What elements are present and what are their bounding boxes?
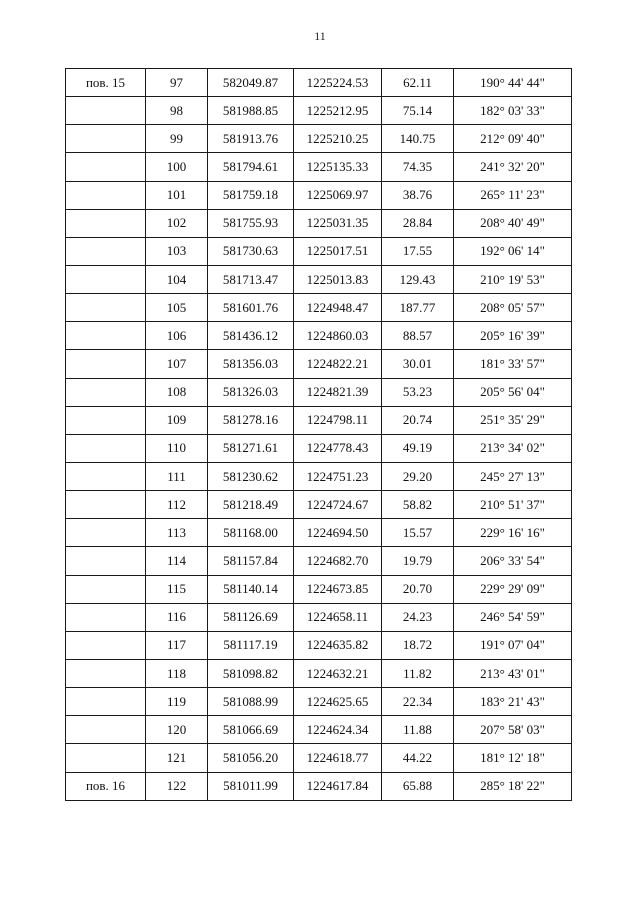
distance-cell: 22.34 [382, 688, 454, 716]
point-number-cell: 111 [146, 462, 208, 490]
turn-label-cell [66, 237, 146, 265]
table-body [66, 69, 572, 801]
y-coordinate-cell: 1224694.50 [294, 519, 382, 547]
table-row [66, 434, 572, 462]
x-coordinate-cell: 581755.93 [208, 209, 294, 237]
x-coordinate-cell: 581271.61 [208, 434, 294, 462]
x-coordinate-cell: 581140.14 [208, 575, 294, 603]
y-coordinate-cell: 1224625.65 [294, 688, 382, 716]
y-coordinate-cell: 1224658.11 [294, 603, 382, 631]
table-row [66, 688, 572, 716]
turn-label-cell [66, 265, 146, 293]
y-coordinate-cell: 1224860.03 [294, 322, 382, 350]
turn-label-cell [66, 631, 146, 659]
direction-angle-cell: 241° 32' 20" [454, 153, 572, 181]
turn-label-cell [66, 688, 146, 716]
direction-angle-cell: 207° 58' 03" [454, 716, 572, 744]
distance-cell: 44.22 [382, 744, 454, 772]
x-coordinate-cell: 581157.84 [208, 547, 294, 575]
point-number-cell: 104 [146, 265, 208, 293]
table-row [66, 631, 572, 659]
direction-angle-cell: 265° 11' 23" [454, 181, 572, 209]
y-coordinate-cell: 1224635.82 [294, 631, 382, 659]
table-row [66, 744, 572, 772]
point-number-cell: 110 [146, 434, 208, 462]
page-number: 11 [314, 29, 326, 43]
turn-label-cell [66, 350, 146, 378]
x-coordinate-cell: 581088.99 [208, 688, 294, 716]
point-number-cell: 114 [146, 547, 208, 575]
y-coordinate-cell: 1224948.47 [294, 294, 382, 322]
x-coordinate-cell: 581759.18 [208, 181, 294, 209]
turn-label-cell [66, 547, 146, 575]
direction-angle-cell: 181° 12' 18" [454, 744, 572, 772]
x-coordinate-cell: 581066.69 [208, 716, 294, 744]
turn-label-cell [66, 603, 146, 631]
turn-label-cell: пов. 16 [66, 772, 146, 800]
coordinates-table [65, 68, 572, 801]
distance-cell: 11.88 [382, 716, 454, 744]
turn-label-cell [66, 434, 146, 462]
x-coordinate-cell: 581278.16 [208, 406, 294, 434]
table-row [66, 519, 572, 547]
x-coordinate-cell: 581126.69 [208, 603, 294, 631]
distance-cell: 65.88 [382, 772, 454, 800]
y-coordinate-cell: 1224632.21 [294, 659, 382, 687]
direction-angle-cell: 210° 51' 37" [454, 491, 572, 519]
direction-angle-cell: 181° 33' 57" [454, 350, 572, 378]
y-coordinate-cell: 1225212.95 [294, 97, 382, 125]
table-row [66, 547, 572, 575]
distance-cell: 74.35 [382, 153, 454, 181]
direction-angle-cell: 208° 05' 57" [454, 294, 572, 322]
turn-label-cell [66, 491, 146, 519]
direction-angle-cell: 229° 16' 16" [454, 519, 572, 547]
x-coordinate-cell: 582049.87 [208, 69, 294, 97]
point-number-cell: 120 [146, 716, 208, 744]
direction-angle-cell: 183° 21' 43" [454, 688, 572, 716]
table-row [66, 575, 572, 603]
turn-label-cell [66, 378, 146, 406]
distance-cell: 140.75 [382, 125, 454, 153]
direction-angle-cell: 190° 44' 44" [454, 69, 572, 97]
table-row [66, 97, 572, 125]
turn-label-cell [66, 462, 146, 490]
table-row [66, 378, 572, 406]
table-row [66, 294, 572, 322]
point-number-cell: 108 [146, 378, 208, 406]
turn-label-cell [66, 716, 146, 744]
direction-angle-cell: 213° 43' 01" [454, 659, 572, 687]
turn-label-cell [66, 659, 146, 687]
y-coordinate-cell: 1224798.11 [294, 406, 382, 434]
distance-cell: 11.82 [382, 659, 454, 687]
x-coordinate-cell: 581056.20 [208, 744, 294, 772]
direction-angle-cell: 206° 33' 54" [454, 547, 572, 575]
direction-angle-cell: 229° 29' 09" [454, 575, 572, 603]
distance-cell: 15.57 [382, 519, 454, 547]
point-number-cell: 122 [146, 772, 208, 800]
distance-cell: 187.77 [382, 294, 454, 322]
point-number-cell: 107 [146, 350, 208, 378]
table-row [66, 772, 572, 800]
y-coordinate-cell: 1224624.34 [294, 716, 382, 744]
y-coordinate-cell: 1225069.97 [294, 181, 382, 209]
point-number-cell: 106 [146, 322, 208, 350]
point-number-cell: 115 [146, 575, 208, 603]
table-row [66, 237, 572, 265]
table-row [66, 181, 572, 209]
distance-cell: 19.79 [382, 547, 454, 575]
point-number-cell: 119 [146, 688, 208, 716]
table-row [66, 209, 572, 237]
direction-angle-cell: 210° 19' 53" [454, 265, 572, 293]
table-row [66, 322, 572, 350]
direction-angle-cell: 212° 09' 40" [454, 125, 572, 153]
distance-cell: 28.84 [382, 209, 454, 237]
table-row [66, 350, 572, 378]
turn-label-cell [66, 519, 146, 547]
distance-cell: 18.72 [382, 631, 454, 659]
table-row [66, 265, 572, 293]
distance-cell: 58.82 [382, 491, 454, 519]
table-row [66, 406, 572, 434]
turn-label-cell: пов. 15 [66, 69, 146, 97]
distance-cell: 29.20 [382, 462, 454, 490]
y-coordinate-cell: 1224821.39 [294, 378, 382, 406]
point-number-cell: 103 [146, 237, 208, 265]
direction-angle-cell: 208° 40' 49" [454, 209, 572, 237]
distance-cell: 88.57 [382, 322, 454, 350]
direction-angle-cell: 251° 35' 29" [454, 406, 572, 434]
turn-label-cell [66, 322, 146, 350]
distance-cell: 49.19 [382, 434, 454, 462]
table-row [66, 462, 572, 490]
distance-cell: 75.14 [382, 97, 454, 125]
x-coordinate-cell: 581168.00 [208, 519, 294, 547]
turn-label-cell [66, 406, 146, 434]
direction-angle-cell: 285° 18' 22" [454, 772, 572, 800]
direction-angle-cell: 205° 16' 39" [454, 322, 572, 350]
x-coordinate-cell: 581730.63 [208, 237, 294, 265]
x-coordinate-cell: 581601.76 [208, 294, 294, 322]
point-number-cell: 105 [146, 294, 208, 322]
direction-angle-cell: 191° 07' 04" [454, 631, 572, 659]
distance-cell: 38.76 [382, 181, 454, 209]
x-coordinate-cell: 581913.76 [208, 125, 294, 153]
point-number-cell: 113 [146, 519, 208, 547]
y-coordinate-cell: 1224682.70 [294, 547, 382, 575]
direction-angle-cell: 213° 34' 02" [454, 434, 572, 462]
turn-label-cell [66, 575, 146, 603]
direction-angle-cell: 192° 06' 14" [454, 237, 572, 265]
distance-cell: 62.11 [382, 69, 454, 97]
x-coordinate-cell: 581436.12 [208, 322, 294, 350]
y-coordinate-cell: 1225210.25 [294, 125, 382, 153]
direction-angle-cell: 205° 56' 04" [454, 378, 572, 406]
y-coordinate-cell: 1225013.83 [294, 265, 382, 293]
x-coordinate-cell: 581230.62 [208, 462, 294, 490]
distance-cell: 30.01 [382, 350, 454, 378]
point-number-cell: 112 [146, 491, 208, 519]
y-coordinate-cell: 1224778.43 [294, 434, 382, 462]
turn-label-cell [66, 125, 146, 153]
point-number-cell: 98 [146, 97, 208, 125]
table-row [66, 153, 572, 181]
point-number-cell: 102 [146, 209, 208, 237]
distance-cell: 17.55 [382, 237, 454, 265]
table-row [66, 125, 572, 153]
y-coordinate-cell: 1224724.67 [294, 491, 382, 519]
point-number-cell: 116 [146, 603, 208, 631]
table-row [66, 491, 572, 519]
turn-label-cell [66, 744, 146, 772]
y-coordinate-cell: 1225017.51 [294, 237, 382, 265]
y-coordinate-cell: 1224618.77 [294, 744, 382, 772]
point-number-cell: 109 [146, 406, 208, 434]
direction-angle-cell: 246° 54' 59" [454, 603, 572, 631]
y-coordinate-cell: 1225224.53 [294, 69, 382, 97]
table-row [66, 69, 572, 97]
distance-cell: 129.43 [382, 265, 454, 293]
y-coordinate-cell: 1225031.35 [294, 209, 382, 237]
turn-label-cell [66, 209, 146, 237]
distance-cell: 20.70 [382, 575, 454, 603]
distance-cell: 24.23 [382, 603, 454, 631]
table-row [66, 603, 572, 631]
x-coordinate-cell: 581218.49 [208, 491, 294, 519]
direction-angle-cell: 245° 27' 13" [454, 462, 572, 490]
point-number-cell: 101 [146, 181, 208, 209]
y-coordinate-cell: 1224751.23 [294, 462, 382, 490]
turn-label-cell [66, 153, 146, 181]
point-number-cell: 118 [146, 659, 208, 687]
distance-cell: 20.74 [382, 406, 454, 434]
x-coordinate-cell: 581713.47 [208, 265, 294, 293]
x-coordinate-cell: 581098.82 [208, 659, 294, 687]
x-coordinate-cell: 581011.99 [208, 772, 294, 800]
turn-label-cell [66, 97, 146, 125]
table-row [66, 659, 572, 687]
table-row [66, 716, 572, 744]
y-coordinate-cell: 1224822.21 [294, 350, 382, 378]
turn-label-cell [66, 181, 146, 209]
x-coordinate-cell: 581117.19 [208, 631, 294, 659]
point-number-cell: 121 [146, 744, 208, 772]
point-number-cell: 100 [146, 153, 208, 181]
point-number-cell: 99 [146, 125, 208, 153]
x-coordinate-cell: 581356.03 [208, 350, 294, 378]
y-coordinate-cell: 1224673.85 [294, 575, 382, 603]
y-coordinate-cell: 1225135.33 [294, 153, 382, 181]
point-number-cell: 117 [146, 631, 208, 659]
point-number-cell: 97 [146, 69, 208, 97]
distance-cell: 53.23 [382, 378, 454, 406]
direction-angle-cell: 182° 03' 33" [454, 97, 572, 125]
turn-label-cell [66, 294, 146, 322]
x-coordinate-cell: 581326.03 [208, 378, 294, 406]
x-coordinate-cell: 581988.85 [208, 97, 294, 125]
y-coordinate-cell: 1224617.84 [294, 772, 382, 800]
x-coordinate-cell: 581794.61 [208, 153, 294, 181]
